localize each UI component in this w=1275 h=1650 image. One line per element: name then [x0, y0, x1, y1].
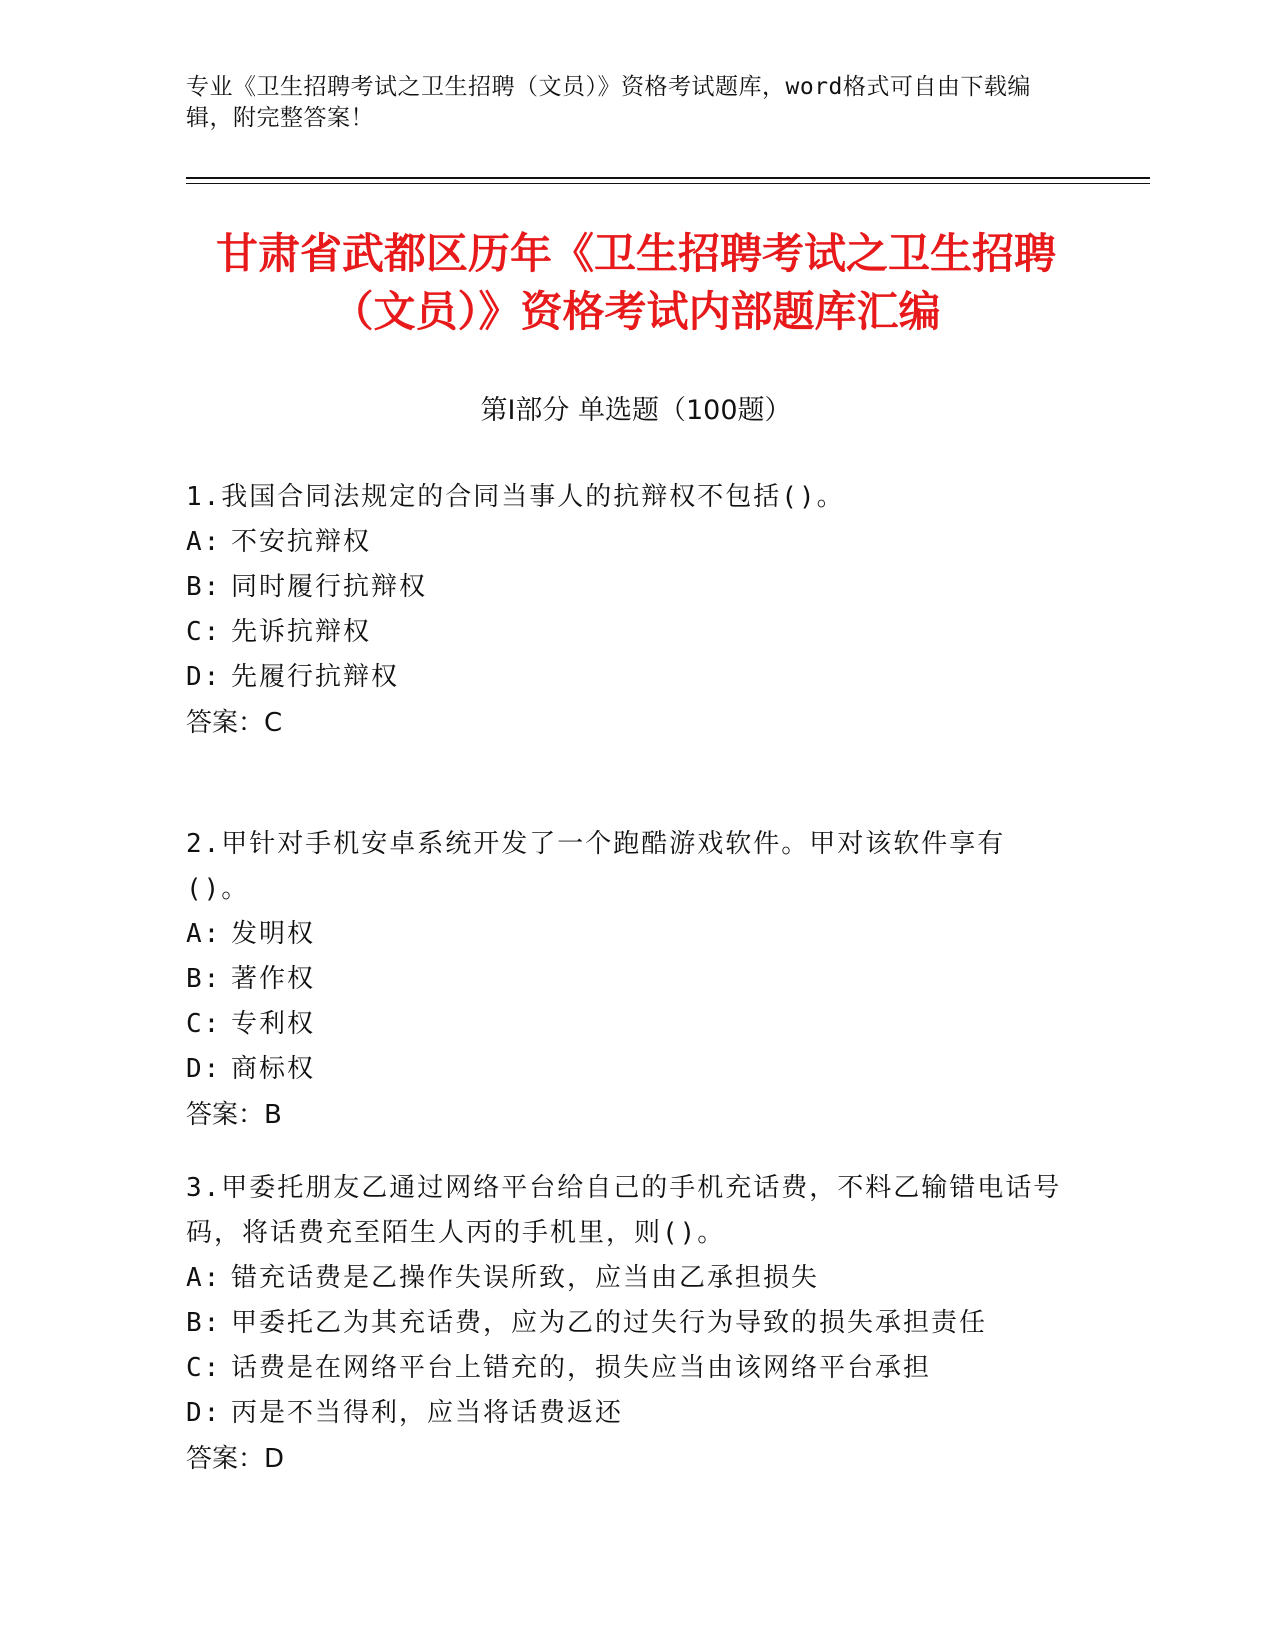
option-letter: B:: [186, 964, 222, 994]
answer-label: 答案：: [186, 1100, 265, 1130]
header-rule-thick: [186, 177, 1150, 179]
option-d: [186, 1391, 1066, 1436]
option-b: [186, 565, 1066, 610]
option-text: 丙是不当得利，应当将话费返还: [231, 1398, 624, 1428]
option-text: 同时履行抗辩权: [231, 572, 428, 602]
option-text: 专利权: [231, 1009, 316, 1039]
option-text: 不安抗辩权: [231, 527, 372, 557]
option-text: 先诉抗辩权: [231, 617, 372, 647]
document-title: 甘肃省武都区历年《卫生招聘考试之卫生招聘（文员）》资格考试内部题库汇编: [215, 229, 1056, 336]
option-letter: D:: [186, 662, 222, 692]
option-c: [186, 610, 1066, 655]
option-a: [186, 520, 1066, 565]
question-3: [186, 1166, 1066, 1482]
option-c: [186, 1346, 1066, 1391]
option-letter: B:: [186, 572, 222, 602]
option-a: [186, 912, 1066, 957]
option-letter: D:: [186, 1398, 222, 1428]
option-letter: A:: [186, 527, 222, 557]
option-text: 商标权: [231, 1054, 316, 1084]
question-1: [186, 475, 1066, 746]
option-text: 甲委托乙为其充话费，应为乙的过失行为导致的损失承担责任: [231, 1308, 988, 1338]
answer-line: [186, 700, 1066, 746]
option-d: [186, 1047, 1066, 1092]
header-note: 专业《卫生招聘考试之卫生招聘（文员）》资格考试题库，word格式可自由下载编辑，附完整答案！: [186, 74, 1031, 131]
option-letter: C:: [186, 1009, 222, 1039]
option-letter: D:: [186, 1054, 222, 1084]
answer-value: D: [264, 1444, 285, 1474]
answer-value: B: [264, 1100, 282, 1130]
option-text: 话费是在网络平台上错充的，损失应当由该网络平台承担: [231, 1353, 932, 1383]
option-text: 发明权: [231, 919, 316, 949]
question-stem: 1.我国合同法规定的合同当事人的抗辩权不包括()。: [186, 482, 845, 512]
option-letter: A:: [186, 919, 222, 949]
answer-line: [186, 1436, 1066, 1482]
option-letter: A:: [186, 1263, 222, 1293]
header-rule-thin: [186, 183, 1150, 184]
option-text: 先履行抗辩权: [231, 662, 400, 692]
answer-label: 答案：: [186, 708, 265, 738]
answer-value: C: [264, 708, 283, 738]
question-2: [186, 822, 1066, 1138]
option-a: [186, 1256, 1066, 1301]
option-letter: B:: [186, 1308, 222, 1338]
option-c: [186, 1002, 1066, 1047]
answer-line: [186, 1092, 1066, 1138]
question-stem: 2.甲针对手机安卓系统开发了一个跑酷游戏软件。甲对该软件享有()。: [186, 829, 1006, 904]
answer-label: 答案：: [186, 1444, 265, 1474]
section-title: 第I部分 单选题（100题）: [480, 395, 792, 426]
option-text: 错充话费是乙操作失误所致，应当由乙承担损失: [231, 1263, 820, 1293]
option-letter: C:: [186, 617, 222, 647]
option-b: [186, 957, 1066, 1002]
option-letter: C:: [186, 1353, 222, 1383]
option-d: [186, 655, 1066, 700]
option-text: 著作权: [231, 964, 316, 994]
option-b: [186, 1301, 1066, 1346]
question-stem: 3.甲委托朋友乙通过网络平台给自己的手机充话费，不料乙输错电话号码，将话费充至陌生人丙的手机里，则()。: [186, 1173, 1062, 1248]
